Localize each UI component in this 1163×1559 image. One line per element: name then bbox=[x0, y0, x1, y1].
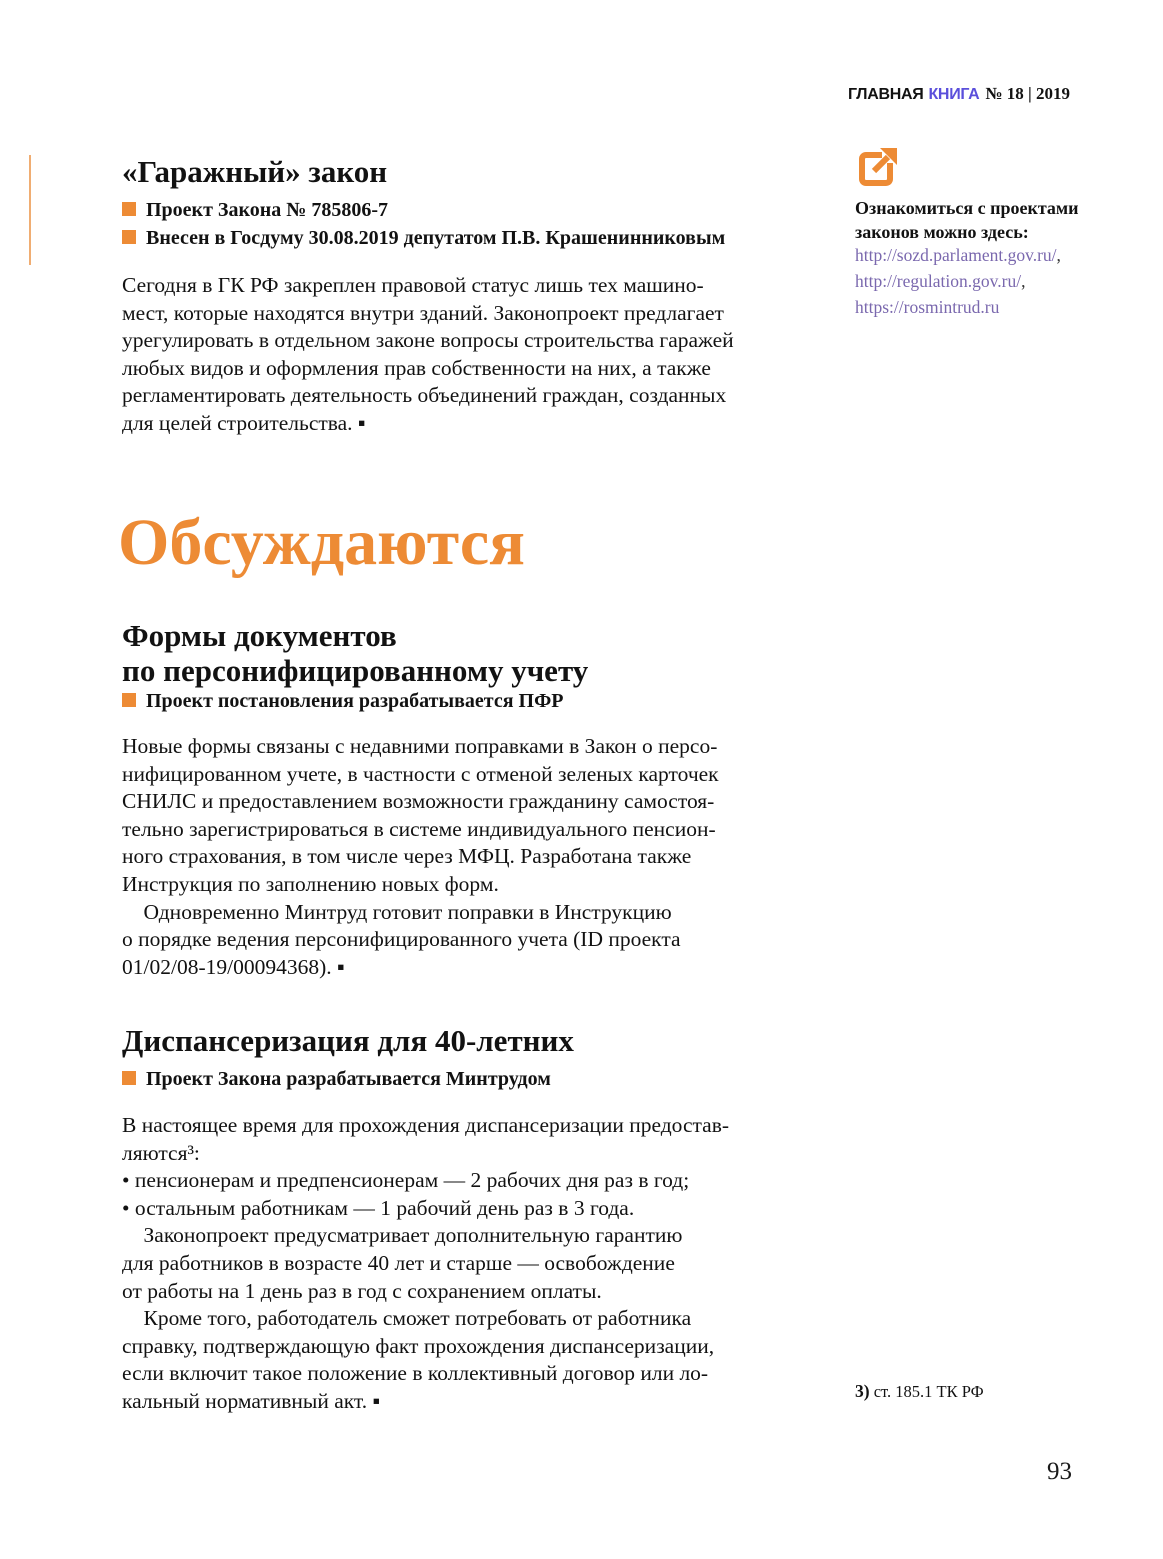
article-1-title: «Гаражный» закон bbox=[122, 154, 388, 189]
section-heading: Обсуждаются bbox=[118, 506, 525, 579]
article-2-title: Формы документов по персонифицированному учету bbox=[122, 618, 589, 688]
footnote bbox=[855, 1381, 1115, 1402]
magazine-title-accent: КНИГА bbox=[928, 86, 980, 103]
external-link-icon bbox=[853, 146, 899, 192]
orange-square-icon bbox=[122, 1071, 136, 1085]
sidebar-link-row bbox=[855, 242, 1105, 268]
magazine-title-black: ГЛАВНАЯ bbox=[847, 86, 924, 103]
bullet-label: Проект Закона разрабатывается Минтрудом bbox=[146, 1068, 551, 1090]
footnote-text: ст. 185.1 ТК РФ bbox=[869, 1382, 984, 1401]
sidebar-link-row bbox=[855, 294, 1105, 320]
article-3-body: В настоящее время для прохождения диспансеризации предостав- ляются³: • пенсионерам и предпенсионерам — 2 рабочих дня раз в год; • остальным работникам — 1 рабочий день раз в 3 года. Законопроект предусматривает дополнительную гарантию для работников в возрасте 40 лет и старше — освобождение от работы на 1 день раз в год с сохранением оплаты. Кроме того, работодатель сможет потребовать от работника справку, подтверждающую факт прохождения диспансеризации, если включит такое положение в коллективный договор или ло- кальный нормативный акт. ▪ bbox=[122, 1113, 730, 1413]
article-1-bullet-2 bbox=[122, 227, 832, 249]
page-number: 93 bbox=[1047, 1458, 1072, 1485]
article-2-bullet-1 bbox=[122, 690, 832, 712]
sidebar-links bbox=[855, 242, 1105, 320]
sidebar-link[interactable]: http://sozd.parlament.gov.ru/ bbox=[855, 245, 1057, 265]
article-3-title: Диспансеризация для 40-летних bbox=[122, 1023, 574, 1058]
footnote-marker: 3) bbox=[855, 1381, 870, 1401]
bullet-label: Внесен в Госдуму 30.08.2019 депутатом П.В. Крашенинниковым bbox=[146, 227, 726, 249]
orange-square-icon bbox=[122, 230, 136, 244]
issue-number: № 18 | 2019 bbox=[985, 84, 1070, 103]
bullet-label: Проект Закона № 785806-7 bbox=[146, 199, 389, 221]
sidebar-note-title: Ознакомиться с проектами законов можно здесь: bbox=[855, 198, 1079, 242]
article-1-bullet-1 bbox=[122, 199, 832, 221]
left-accent-rule bbox=[29, 155, 31, 265]
sidebar-link[interactable]: http://regulation.gov.ru/ bbox=[855, 271, 1022, 291]
sidebar-link-row bbox=[855, 268, 1105, 294]
sidebar-link[interactable]: https://rosmintrud.ru bbox=[855, 297, 1000, 317]
bullet-label: Проект постановления разрабатывается ПФР bbox=[146, 690, 564, 712]
link-suffix: , bbox=[1021, 271, 1026, 291]
page-header bbox=[848, 84, 1070, 104]
link-suffix: , bbox=[1056, 245, 1061, 265]
orange-square-icon bbox=[122, 202, 136, 216]
article-3-bullet-1 bbox=[122, 1068, 832, 1090]
article-1-body: Сегодня в ГК РФ закреплен правовой статус лишь тех машино- мест, которые находятся внутри зданий. Законопроект предлагает урегулировать в отдельном законе вопросы строительства гаражей любых видов и оформления прав собственности на них, а также регламентировать деятельность объединений граждан, созданных для целей строительства. ▪ bbox=[122, 273, 734, 435]
orange-square-icon bbox=[122, 693, 136, 707]
article-2-body: Новые формы связаны с недавними поправками в Закон о персо- нифицированном учете, в частности с отменой зеленых карточек СНИЛС и предоставлением возможности гражданину самостоя- тельно зарегистрироваться в системе индивидуального пенсион- ного страхования, в том числе через МФЦ. Разработана также Инструкция по заполнению новых форм. Одновременно Минтруд готовит поправки в Инструкцию о порядке ведения персонифицированного учета (ID проекта 01/02/08-19/00094368). ▪ bbox=[122, 734, 719, 979]
